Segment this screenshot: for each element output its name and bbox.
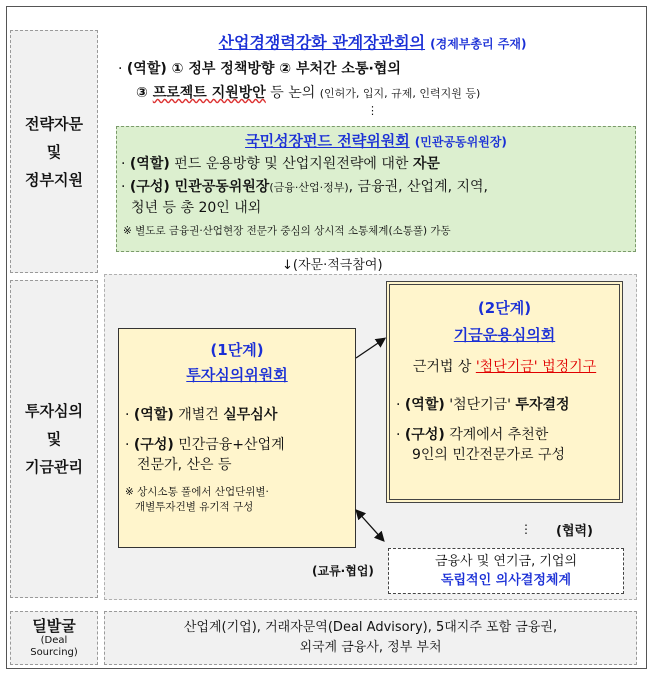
cooperation-dots: ⋮	[520, 522, 532, 536]
stage1-box	[118, 328, 356, 548]
independent-decision-line2: 독립적인 의사결정체계	[440, 573, 572, 588]
stage2-title: 기금운용심의회	[453, 326, 556, 344]
stage1-composition-line: · (구성) 민간금융+산업계	[125, 437, 285, 453]
strategy-composition-line-2: 청년 등 총 20인 내외	[131, 200, 262, 216]
strategy-composition-line: · (구성) 민관공동위원장(금융·산업·정부), 금융권, 산업계, 지역,	[121, 179, 488, 195]
side-label-strategy: 전략자문 및 정부지원	[10, 30, 98, 273]
stage2-role-line: · (역할) '첨단기금' 투자결정	[396, 397, 570, 413]
independent-decision-line1: 금융사 및 연기금, 기업의	[434, 554, 578, 569]
stage2-composition-line: · (구성) 각계에서 추천한	[396, 427, 549, 443]
deal-sourcing-line2: 외국계 금융사, 정부 부처	[299, 640, 442, 655]
side-label-deal: 딜발굴 (Deal Sourcing)	[10, 611, 98, 665]
stage1-title: 투자심의위원회	[186, 366, 288, 384]
exchange-label: (교류·협업)	[312, 564, 374, 578]
side-label-investment: 투자심의 및 기금관리	[10, 280, 98, 598]
advisory-arrow-label: ↓(자문·적극참여)	[282, 258, 383, 273]
stage2-label: (2단계)	[477, 299, 532, 317]
strategy-committee-title: 국민성장펀드 전략위원회	[245, 132, 410, 150]
cooperation-label: (협력)	[556, 524, 593, 539]
ministerial-subtitle: (경제부총리 주재)	[430, 37, 527, 51]
ministerial-title: 산업경쟁력강화 관계장관회의	[218, 33, 426, 52]
stage2-composition-line-2: 9인의 민간전문가로 구성	[412, 447, 566, 463]
independent-decision-box	[388, 548, 624, 594]
stage1-role-line: · (역할) 개별건 실무심사	[125, 407, 278, 423]
stage1-label: (1단계)	[210, 341, 264, 359]
ministerial-dots: ⋮	[367, 104, 378, 117]
deal-sourcing-line1: 산업계(기업), 거래자문역(Deal Advisory), 5대지주 포함 금융권,	[183, 620, 558, 635]
stage2-box	[386, 281, 623, 503]
stage1-note: ※ 상시소통 풀에서 산업단위별· 개별투자건별 유기적 구성	[125, 486, 269, 513]
ministerial-meeting-box	[106, 28, 639, 128]
stage1-composition-line-2: 전문가, 산은 등	[137, 457, 232, 473]
strategy-role-line: · (역할) 펀드 운용방향 및 산업지원전략에 대한 자문	[121, 156, 440, 172]
strategy-committee-box	[116, 126, 636, 252]
stage2-legal-basis: 근거법 상 '첨단기금' 법정기구	[412, 359, 597, 375]
deal-sourcing-box	[104, 611, 637, 665]
strategy-committee-subtitle: (민관공동위원장)	[414, 135, 507, 149]
strategy-note: ※ 별도로 금융권·산업현장 전문가 중심의 상시적 소통체계(소통풀) 가동	[123, 225, 451, 237]
ministerial-role-line: · (역할) ① 정부 정책방향 ② 부처간 소통·협의	[118, 61, 401, 77]
ministerial-role-line-2: ③ 프로젝트 지원방안 등 논의 (인허가, 입지, 규제, 인력지원 등)	[136, 85, 481, 101]
